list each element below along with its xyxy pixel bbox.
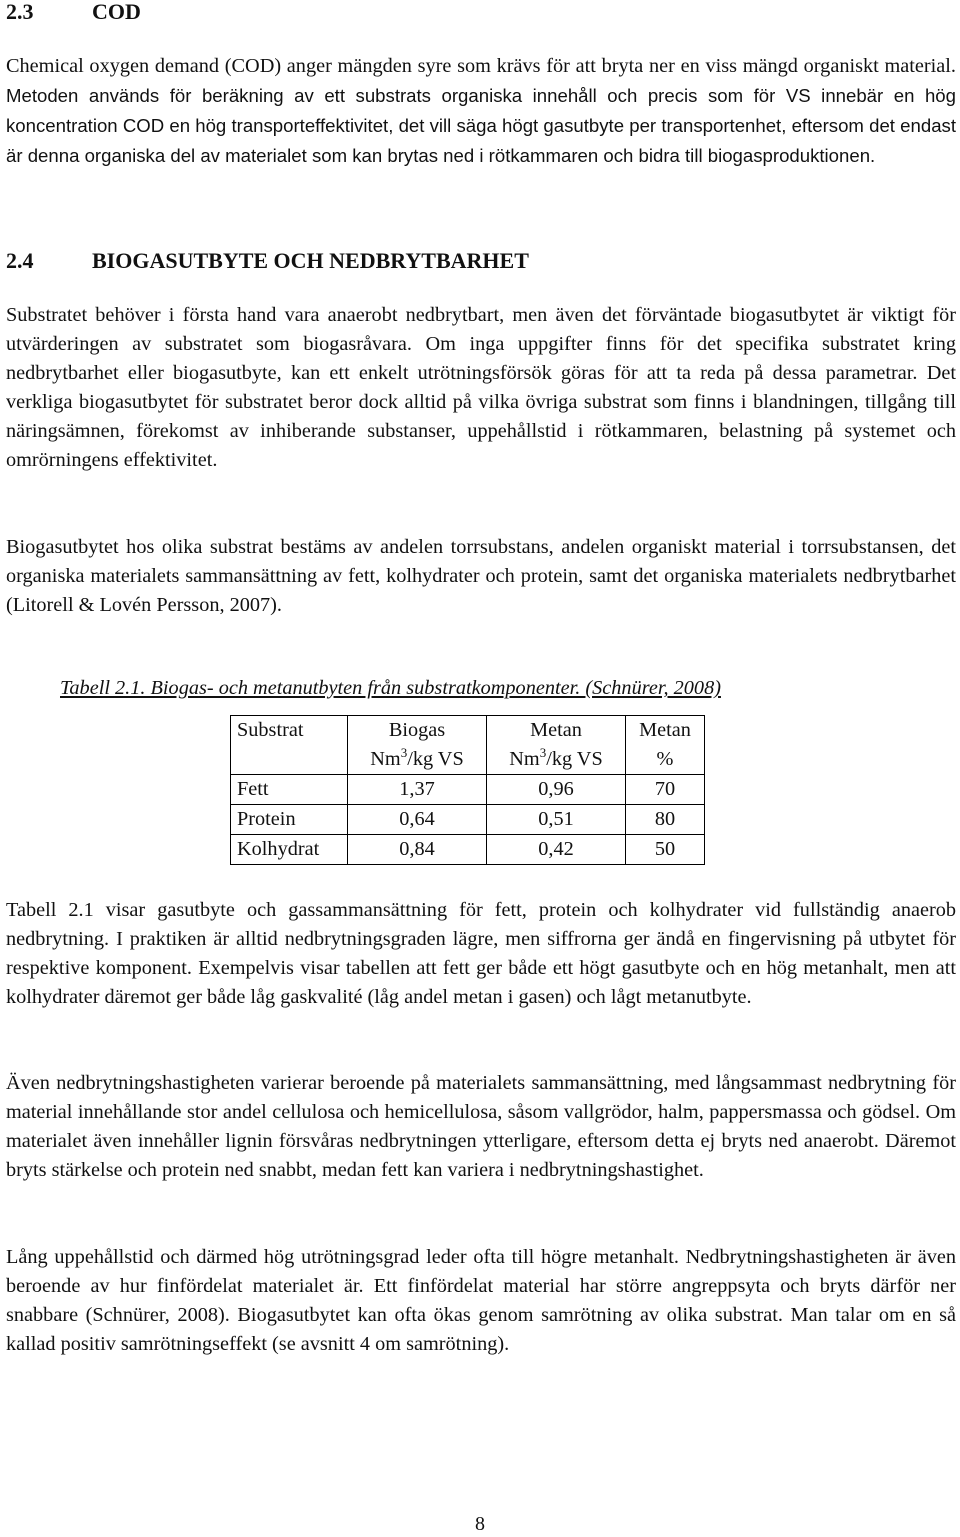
- table-row: [231, 835, 705, 865]
- table-row: [231, 775, 705, 805]
- section-number: 2.4: [6, 248, 34, 273]
- biogas-paragraph-2: Biogasutbytet hos olika substrat bestäms av andelen torrsubstans, andelen organiskt material i torrsubstansen, det organiska materialets sammansättning av fett, kolhydrater och protein, samt det organiska materialets nedbrytbarhet (Litorell & Lovén Persson, 2007).: [6, 536, 956, 616]
- cell-metan: 0,42: [487, 835, 626, 865]
- cell-substrat: Fett: [231, 775, 348, 805]
- table-caption: Tabell 2.1. Biogas- och metanutbyten från substratkomponenter. (Schnürer, 2008): [60, 677, 721, 699]
- table-unit-row: [231, 745, 705, 775]
- header-cell-metan: Metan: [487, 716, 626, 746]
- cell-metan: 0,96: [487, 775, 626, 805]
- section-heading-biogas: [6, 249, 529, 273]
- section-title: COD: [92, 0, 141, 24]
- after-table-paragraph-1c: Exempelvis visar tabellen att fett ger både ett högt gasutbyte och en hög metanhalt, men att kolhydrater däremot ger både låg gaskvalité (låg andel metan i gasen) och lågt metanutbyte.: [6, 957, 957, 1008]
- cell-biogas: 0,64: [348, 805, 487, 835]
- unit-superscript: 3: [400, 745, 408, 760]
- unit-prefix: Nm: [370, 748, 401, 770]
- cod-paragraph: [6, 52, 956, 171]
- unit-cell-metan: [487, 745, 626, 775]
- cell-biogas: 1,37: [348, 775, 487, 805]
- biogas-paragraph-1: [6, 301, 956, 475]
- unit-cell-substrat: [231, 745, 348, 775]
- header-cell-substrat: Substrat: [231, 716, 348, 746]
- cod-paragraph-sans: Metoden används för beräkning av ett substrats organiska innehåll och precis som för VS innebär en hög koncentration COD en hög transporteffektivitet, det vill säga högt gasutbyte per transportenhet, eftersom det endast är denna organiska del av materialet som kan brytas ned i rötkammaren och bidra till biogasproduktionen.: [6, 85, 956, 166]
- header-cell-biogas: Biogas: [348, 716, 487, 746]
- unit-cell-percent: %: [626, 745, 705, 775]
- cell-metan: 0,51: [487, 805, 626, 835]
- cell-metan-pct: 50: [626, 835, 705, 865]
- biogas-paragraph-1b: Om inga uppgifter finns för det specifika substratet kring nedbrytbarhet eller biogasutbyte, kan ett enkelt utrötningsförsök göras för att ta reda på dessa parametrar.: [6, 333, 956, 384]
- section-heading-cod: [6, 0, 141, 24]
- cell-metan-pct: 70: [626, 775, 705, 805]
- biogas-paragraph-1c: Det verkliga biogasutbytet för substratet beror dock alltid på vilka övriga substrat som finns i blandningen, tillgång till näringsämnen, förekomst av inhiberande substanser, uppehållstid i rötkammaren, belastning på systemet och omrörningens effektivitet.: [6, 362, 956, 471]
- cod-paragraph-serif: Chemical oxygen demand (COD) anger mängden syre som krävs för att bryta ner en viss mängd organiskt material.: [6, 55, 956, 77]
- unit-suffix: /kg VS: [407, 748, 464, 770]
- section-number: 2.3: [6, 0, 34, 24]
- unit-suffix: /kg VS: [546, 748, 603, 770]
- section-title: BIOGASUTBYTE OCH NEDBRYTBARHET: [92, 248, 529, 273]
- after-table-paragraph-1: [6, 896, 956, 1012]
- after-table-paragraph-2: Även nedbrytningshastigheten varierar beroende på materialets sammansättning, med långsammast nedbrytning för material innehållande stor andel cellulosa och hemicellulosa, såsom vallgrödor, halm, pappersmassa och gödsel. Om materialet även innehåller lignin försvåras nedbrytningen ytterligare, eftersom detta ej bryts ned anaerobt. Däremot bryts stärkelse och protein ned snabbt, medan fett kan variera i nedbrytningshastighet.: [6, 1072, 956, 1181]
- page-number: 8: [475, 1513, 485, 1535]
- biogas-paragraph-1a: Substratet behöver i första hand vara anaerobt nedbrytbart, men även det förväntade biogasutbytet är viktigt för utvärderingen av substratet som biogasråvara.: [6, 304, 956, 355]
- unit-superscript: 3: [539, 745, 547, 760]
- after-table-paragraph-1a: Tabell 2.1 visar gasutbyte och gassammansättning för fett, protein och kolhydrater vid fullständig anaerob nedbrytning.: [6, 899, 956, 950]
- cell-substrat: Protein: [231, 805, 348, 835]
- cell-biogas: 0,84: [348, 835, 487, 865]
- header-cell-metan-pct: Metan: [626, 716, 705, 746]
- unit-prefix: Nm: [509, 748, 540, 770]
- cell-substrat: Kolhydrat: [231, 835, 348, 865]
- cell-metan-pct: 80: [626, 805, 705, 835]
- table-header-row: [231, 716, 705, 746]
- substrate-table: [230, 715, 705, 865]
- after-table-paragraph-3: Lång uppehållstid och därmed hög utrötningsgrad leder ofta till högre metanhalt. Nedbrytningshastigheten är även beroende av hur finfördelat materialet är. Ett finfördelat material har större angreppsyta och bryts därför ner snabbare (Schnürer, 2008). Biogasutbytet kan ofta ökas genom samrötning av olika substrat. Man talar om en så kallad positiv samrötningseffekt (se avsnitt 4 om samrötning).: [6, 1246, 956, 1355]
- after-table-paragraph-1b: I praktiken är alltid nedbrytningsgraden lägre, men siffrorna ger ändå en fingervisning på utbytet för respektive komponent.: [6, 928, 956, 979]
- unit-cell-biogas: [348, 745, 487, 775]
- table-row: [231, 805, 705, 835]
